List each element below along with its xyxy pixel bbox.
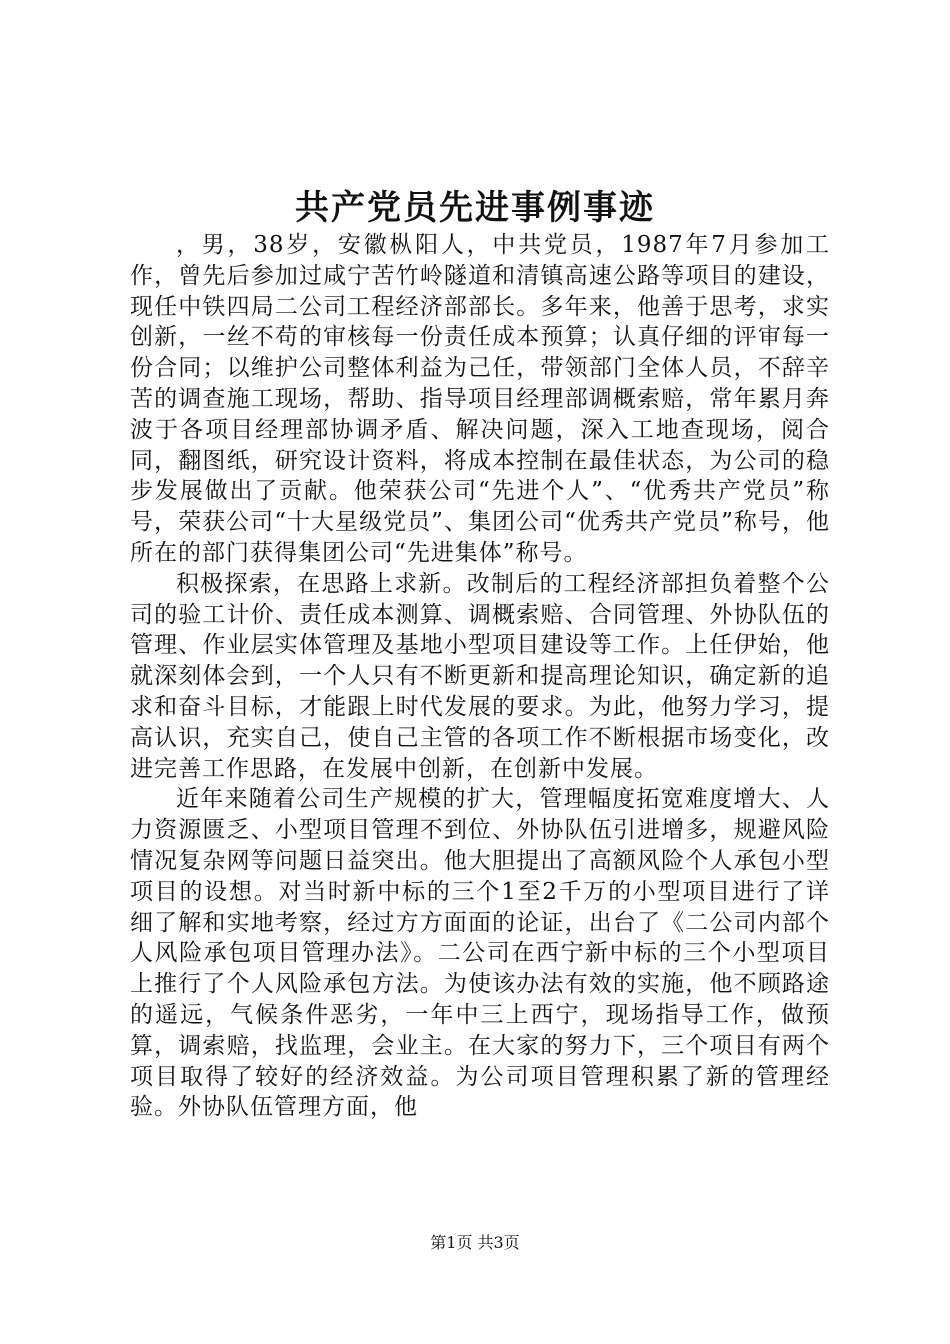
- paragraph-3: 近年来随着公司生产规模的扩大，管理幅度拓宽难度增大、人力资源匮乏、小型项目管理不到位、外协队伍引进增多，规避风险情况复杂网等问题日益突出。他大胆提出了高额风险个人承包小型项目的设想。对当时新中标的三个1至2千万的小型项目进行了详细了解和实地考察，经过方方面面的论证，出台了《二公司内部个人风险承包项目管理办法》。二公司在西宁新中标的三个小型项目上推行了个人风险承包方法。为使该办法有效的实施，他不顾路途的遥远，气候条件恶劣，一年中三上西宁，现场指导工作，做预算，调索赔，找监理，会业主。在大家的努力下，三个项目有两个项目取得了较好的经济效益。为公司项目管理积累了新的管理经验。外协队伍管理方面，他: [130, 786, 830, 1121]
- document-title: 共产党员先进事例事迹: [295, 188, 655, 228]
- paragraph-1: ，男，38岁，安徽枞阳人，中共党员，1987年7月参加工作，曾先后参加过咸宁苦竹岭隧道和清镇高速公路等项目的建设，现任中铁四局二公司工程经济部部长。多年来，他善于思考，求实创新，一丝不苟的审核每一份责任成本预算；认真仔细的评审每一份合同；以维护公司整体利益为己任，带领部门全体人员，不辞辛苦的调查施工现场，帮助、指导项目经理部调概索赔，常年累月奔波于各项目经理部协调矛盾、解决问题，深入工地查现场，阅合同，翻图纸，研究设计资料，将成本控制在最佳状态，为公司的稳步发展做出了贡献。他荣获公司“先进个人”、“优秀共产党员”称号，荣获公司“十大星级党员”、集团公司“优秀共产党员”称号，他所在的部门获得集团公司“先进集体”称号。: [130, 232, 830, 566]
- document-body: [130, 230, 830, 1123]
- paragraph-2: 积极探索，在思路上求新。改制后的工程经济部担负着整个公司的验工计价、责任成本测算、调概索赔、合同管理、外协队伍的管理、作业层实体管理及基地小型项目建设等工作。上任伊始，他就深刻体会到，一个人只有不断更新和提高理论知识，确定新的追求和奋斗目标，才能跟上时代发展的要求。为此，他努力学习，提高认识，充实自己，使自己主管的各项工作不断根据市场变化，改进完善工作思路，在发展中创新，在创新中发展。: [130, 570, 830, 782]
- page-number-footer: 第1页 共3页: [430, 1233, 520, 1252]
